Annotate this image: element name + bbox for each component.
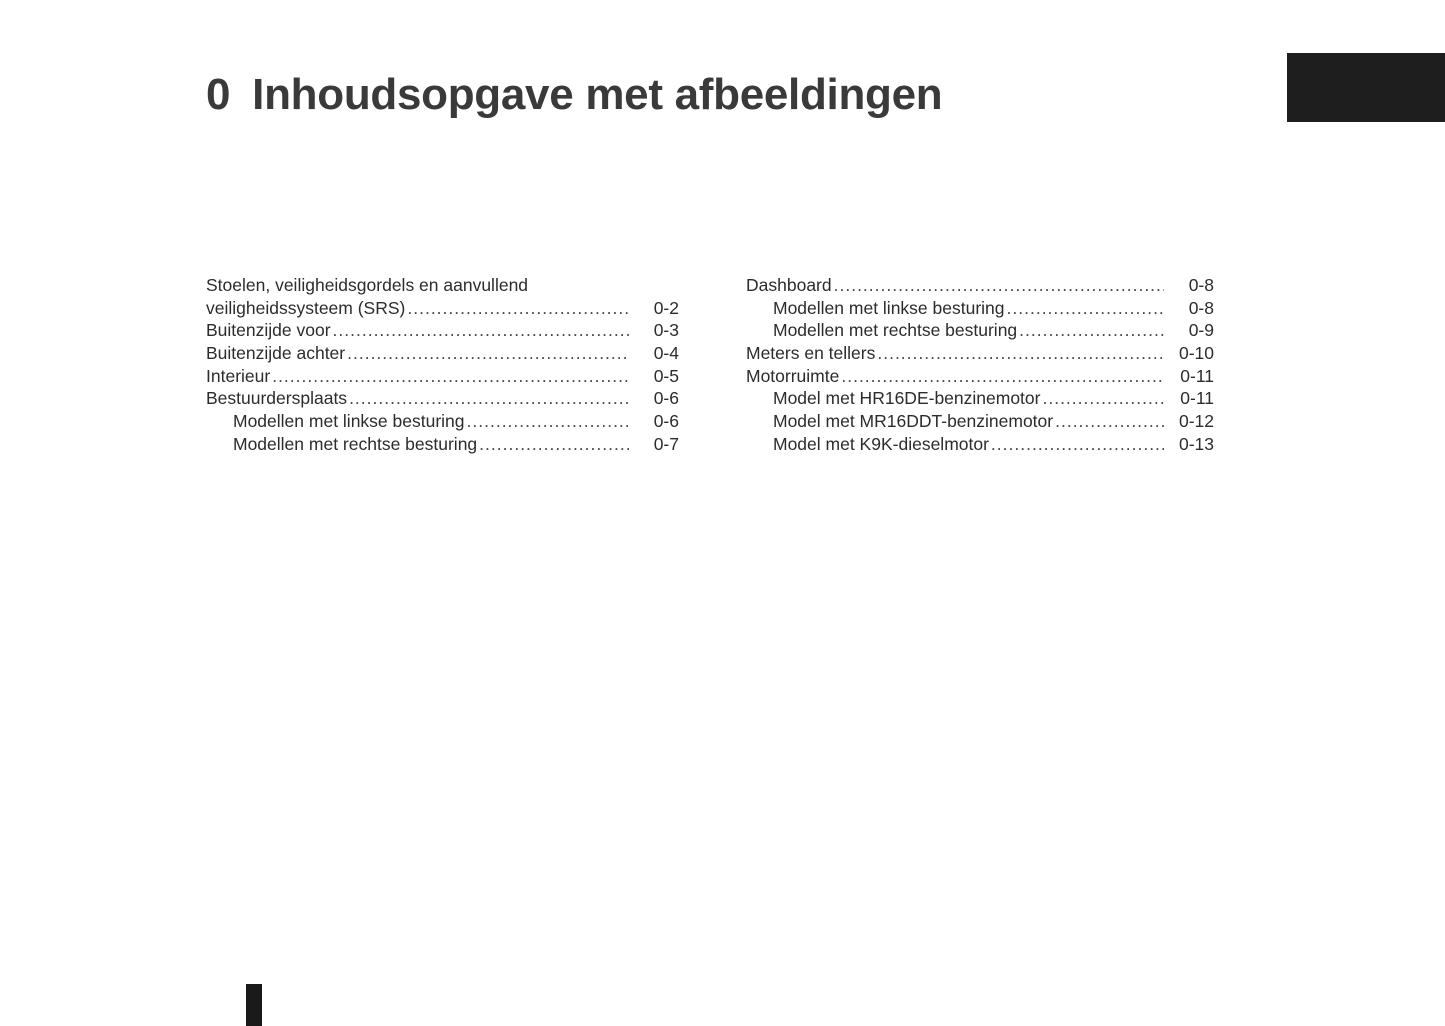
toc-leader-dots [407, 297, 629, 320]
toc-leader-dots [272, 365, 629, 388]
toc-entry[interactable] [206, 365, 679, 388]
page-title [206, 70, 942, 120]
toc-entry-label: veiligheidssysteem (SRS) [206, 297, 406, 318]
toc-entry-label: Bestuurdersplaats [206, 388, 348, 409]
toc-entry-page: 0-13 [1178, 433, 1214, 454]
toc-column-left [206, 274, 679, 456]
toc-leader-dots [347, 342, 629, 365]
toc-entry-page: 0-2 [653, 297, 679, 318]
chapter-tab [1287, 53, 1445, 122]
toc-entry[interactable] [206, 319, 679, 342]
toc-leader-dots [349, 387, 629, 410]
toc-entry-label: Meters en tellers [746, 343, 876, 364]
toc-entry[interactable] [206, 410, 679, 433]
toc-entry-label: Modellen met rechtse besturing [773, 320, 1018, 341]
chapter-number: 0 [206, 70, 231, 119]
toc-entry[interactable] [746, 433, 1214, 456]
toc-entry-label: Stoelen, veiligheidsgordels en aanvullend [206, 275, 529, 295]
toc-leader-dots [991, 433, 1164, 456]
toc-entry-label: Dashboard [746, 275, 832, 295]
toc-entry-page: 0-9 [1188, 320, 1214, 341]
toc-leader-dots [333, 319, 629, 342]
toc-entry-label: Model met HR16DE-benzinemotor [773, 388, 1041, 409]
toc-entry[interactable] [206, 342, 679, 365]
toc-entry[interactable] [746, 342, 1214, 365]
toc-entry-page: 0-7 [653, 433, 679, 454]
toc-entry[interactable] [746, 274, 1214, 297]
toc-entry-label: Model met K9K-dieselmotor [773, 433, 989, 454]
toc-entry-page: 0-6 [653, 411, 679, 432]
toc-leader-dots [1019, 319, 1164, 342]
toc-entry-page: 0-4 [653, 343, 679, 364]
toc-leader-dots [467, 410, 629, 433]
toc-entry-label: Model met MR16DDT-benzinemotor [773, 411, 1054, 432]
toc-entry-label: Buitenzijde achter [206, 343, 346, 364]
toc-entry[interactable] [206, 433, 679, 456]
toc-entry-label: Modellen met rechtse besturing [233, 433, 478, 454]
toc-entry[interactable] [746, 387, 1214, 410]
toc-entry-label: Interieur [206, 365, 271, 386]
toc-leader-dots [1007, 297, 1164, 320]
toc-entry-page: 0-6 [653, 388, 679, 409]
toc-entry-page: 0-11 [1180, 365, 1214, 386]
toc-entry-label: Modellen met linkse besturing [233, 411, 465, 432]
toc-entry-page: 0-10 [1178, 343, 1214, 364]
toc-column-right [746, 274, 1214, 456]
toc-entry-page: 0-11 [1180, 388, 1214, 409]
toc-leader-dots [877, 342, 1164, 365]
toc-entry[interactable] [746, 297, 1214, 320]
toc-entry[interactable] [746, 365, 1214, 388]
toc-entry[interactable] [206, 297, 679, 320]
toc-entry-label: Modellen met linkse besturing [773, 297, 1005, 318]
toc-entry-page: 0-8 [1188, 297, 1214, 318]
toc-entry-label: Motorruimte [746, 365, 840, 386]
toc-leader-dots [479, 433, 629, 456]
page-title-text: Inhoudsopgave met afbeeldingen [252, 70, 943, 119]
toc-leader-dots [1055, 410, 1164, 433]
toc-entry-label: Buitenzijde voor [206, 320, 331, 341]
toc-entry-page: 0-8 [1188, 275, 1214, 295]
toc-entry-page: 0-12 [1178, 411, 1214, 432]
toc-leader-dots [841, 365, 1164, 388]
page-marker [246, 984, 262, 1026]
toc-entry[interactable] [746, 319, 1214, 342]
toc-entry[interactable] [746, 410, 1214, 433]
toc-entry[interactable] [206, 387, 679, 410]
toc-entry[interactable] [206, 274, 679, 297]
toc-leader-dots [834, 274, 1164, 297]
toc-leader-dots [1042, 387, 1164, 410]
toc-entry-page: 0-5 [653, 365, 679, 386]
toc-entry-page: 0-3 [653, 320, 679, 341]
